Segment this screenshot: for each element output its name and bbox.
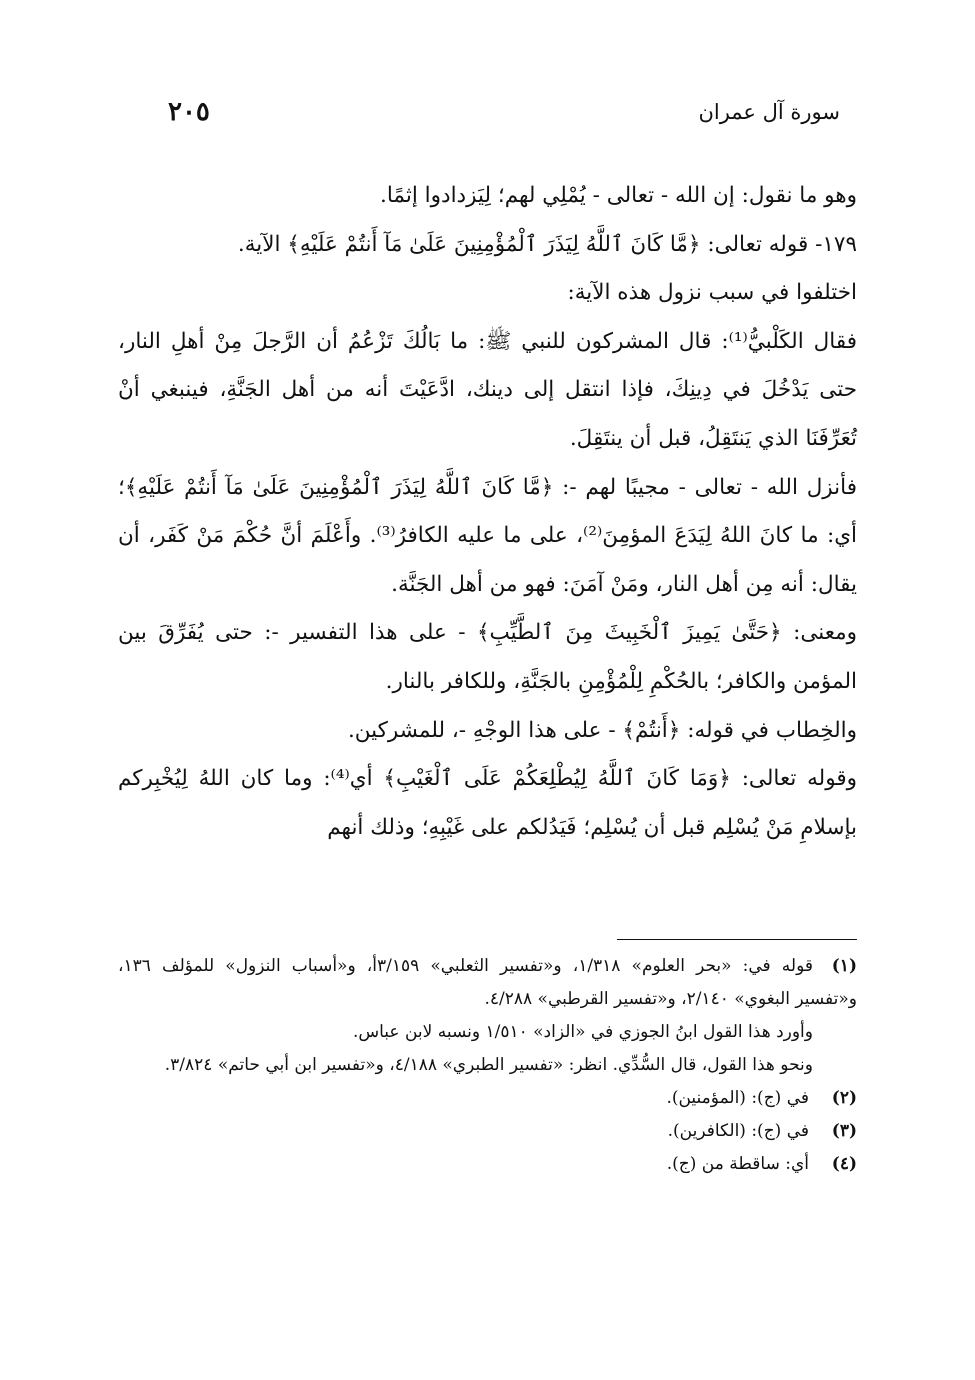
paragraph: فقال الكَلْبيُّ⁽¹⁾: قال المشركون للنبي ﷺ: ما بَالُكَ تَزْعُمُ أن الرَّجلَ مِنْ أهلِ النار، حتى يَدْخُلَ في دِينِكَ، فإذا انتقل إلى دينك، ادَّعَيْتَ أنه من أهل الجَنَّةِ، فينبغي أنْ تُعَرِّفَنَا الذي يَنتَقِلُ، قبل أن ينتَقِلَ. (118, 328, 857, 451)
paragraph: ومعنى: ﴿حَتَّىٰ يَمِيزَ ٱلْخَبِيثَ مِنَ ٱلطَّيِّبِ﴾ - على هذا التفسير -: حتى يُفَرِّقَ بين المؤمن والكافر؛ بالحُكْمِ لِلْمُؤْمِنِ بالجَنَّةِ، وللكافر بالنار. (118, 620, 857, 694)
footnote-2 (118, 1082, 857, 1115)
page-number: ٢٠٥ (168, 97, 210, 127)
footnote-3 (118, 1115, 857, 1148)
footnote-number: (٤) (831, 1154, 857, 1174)
paragraph: اختلفوا في سبب نزول هذه الآية: (567, 280, 857, 306)
footnote-4 (118, 1148, 857, 1181)
footnotes (118, 950, 857, 1181)
footnote-text: قوله في: «بحر العلوم» ١/٣١٨، و«تفسير الثعلبي» ٣/١٥٩أ، و«أسباب النزول» للمؤلف ١٣٦، و«تفسير البغوي» ٢/١٤٠، و«تفسير القرطبي» ٤/٢٨٨. (118, 956, 857, 1009)
surah-title: سورة آل عمران (698, 100, 840, 124)
footnote-1-continuation: وأورد هذا القول ابنُ الجوزي في «الزاد» ١/٥١٠ ونسبه لابن عباس. (352, 1022, 813, 1042)
paragraph: ١٧٩- قوله تعالى: ﴿مَّا كَانَ ٱللَّهُ لِيَذَرَ ٱلْمُؤْمِنِينَ عَلَىٰ مَآ أَنتُمْ عَلَيْهِ﴾ الآية. (237, 231, 857, 257)
main-text (118, 172, 857, 852)
footnote-text: أي: ساقطة من (ج). (666, 1154, 809, 1174)
running-header (168, 92, 840, 132)
paragraph: والخِطاب في قوله: ﴿أَنتُمْ﴾ - على هذا الوجْهِ -، للمشركين. (347, 717, 857, 743)
paragraph: فأنزل الله - تعالى - مجيبًا لهم -: ﴿مَّا كَانَ ٱللَّهُ لِيَذَرَ ٱلْمُؤْمِنِينَ عَلَىٰ مَآ أَنتُمْ عَلَيْهِ﴾؛ أي: ما كانَ اللهُ لِيَدَعَ المؤمِنَ⁽²⁾، على ما عليه الكافرُ⁽³⁾. وأَعْلَمَ أنَّ حُكْمَ مَنْ كَفَر، أن يقال: أنه مِن أهل النار، ومَنْ آمَنَ: فهو من أهل الجَنَّة. (118, 474, 858, 597)
footnote-1-continuation: ونحو هذا القول، قال السُّدِّي. انظر: «تفسير الطبري» ٤/١٨٨، و«تفسير ابن أبي حاتم» ٣/٨٢٤. (164, 1055, 813, 1075)
footnote-text: في (ج): (الكافرين). (667, 1121, 809, 1141)
footnote-text: في (ج): (المؤمنين). (666, 1088, 809, 1108)
footnote-1 (118, 950, 857, 1016)
footnote-number: (٣) (831, 1121, 857, 1141)
footnote-number: (١) (831, 956, 857, 976)
footnote-divider (617, 939, 857, 940)
footnote-number: (٢) (831, 1088, 857, 1108)
paragraph: وقوله تعالى: ﴿وَمَا كَانَ ٱللَّهُ لِيُطْلِعَكُمْ عَلَى ٱلْغَيْبِ﴾ أي⁽⁴⁾: وما كان اللهُ لِيُخْبِركم بإسلامِ مَنْ يُسْلِم قبل أن يُسْلِم؛ فَيَدُلكم على غَيْبِهِ؛ وذلك أنهم (118, 766, 857, 840)
paragraph: وهو ما نقول: إن الله - تعالى - يُمْلِي لهم؛ لِيَزدادوا إثمًا. (380, 183, 857, 208)
